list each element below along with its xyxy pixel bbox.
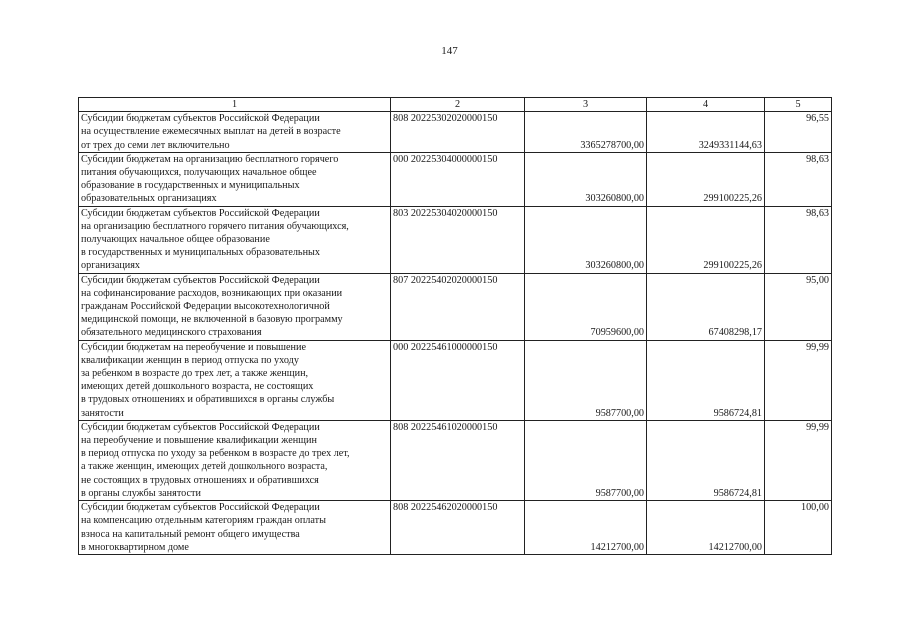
row-name-line: Субсидии бюджетам субъектов Российской Федерации: [81, 421, 320, 433]
row-code-cell: 808 20225302020000150: [391, 112, 525, 153]
row-name-cell: [79, 501, 391, 555]
row-name-line: образование в государственных и муниципальных: [81, 180, 300, 192]
table-row: [79, 152, 832, 206]
row-name-line: в многоквартирном доме: [81, 541, 189, 553]
row-actual-cell: 9586724,81: [647, 420, 765, 500]
row-name-line: не состоящих в трудовых отношениях и обратившихся: [81, 474, 319, 486]
row-name-line: в период отпуска по уходу за ребенком в возрасте до трех лет,: [81, 448, 350, 460]
row-name-cell: [79, 206, 391, 273]
row-percent-cell: 99,99: [765, 420, 832, 500]
row-plan-cell: 70959600,00: [525, 273, 647, 340]
row-actual-cell: 14212700,00: [647, 501, 765, 555]
header-col-1: 1: [79, 98, 391, 112]
row-code-cell: 807 20225402020000150: [391, 273, 525, 340]
table-header-row: [79, 98, 832, 112]
row-name-line: на организацию бесплатного горячего питания обучающихся,: [81, 220, 349, 232]
row-name-line: Субсидии бюджетам на организацию бесплатного горячего: [81, 153, 339, 165]
row-name-line: в органы службы занятости: [81, 487, 201, 499]
row-name-line: Субсидии бюджетам субъектов Российской Федерации: [81, 274, 320, 286]
row-actual-cell: 299100225,26: [647, 152, 765, 206]
row-name-line: в трудовых отношениях и обратившихся в органы службы: [81, 394, 335, 406]
row-name-line: взноса на капитальный ремонт общего имущества: [81, 528, 300, 540]
budget-table: [78, 97, 832, 555]
row-percent-cell: 95,00: [765, 273, 832, 340]
table-row: [79, 501, 832, 555]
row-percent-cell: 100,00: [765, 501, 832, 555]
table-row: [79, 420, 832, 500]
header-col-2: 2: [391, 98, 525, 112]
row-plan-cell: 303260800,00: [525, 152, 647, 206]
row-actual-cell: 9586724,81: [647, 340, 765, 420]
row-name-line: квалификации женщин в период отпуска по уходу: [81, 354, 299, 366]
row-name-line: а также женщин, имеющих детей дошкольного возраста,: [81, 461, 328, 473]
row-name-line: в государственных и муниципальных образовательных: [81, 247, 320, 259]
row-percent-cell: 99,99: [765, 340, 832, 420]
row-name-line: Субсидии бюджетам субъектов Российской Федерации: [81, 113, 320, 125]
row-name-cell: [79, 340, 391, 420]
row-plan-cell: 9587700,00: [525, 420, 647, 500]
row-name-cell: [79, 273, 391, 340]
row-percent-cell: 98,63: [765, 206, 832, 273]
row-name-line: за ребенком в возрасте до трех лет, а также женщин,: [81, 368, 309, 380]
row-name-line: имеющих детей дошкольного возраста, не состоящих: [81, 381, 314, 393]
row-code-cell: 808 20225461020000150: [391, 420, 525, 500]
row-name-cell: [79, 420, 391, 500]
row-plan-cell: 9587700,00: [525, 340, 647, 420]
row-plan-cell: 3365278700,00: [525, 112, 647, 153]
row-name-cell: [79, 152, 391, 206]
row-plan-cell: 303260800,00: [525, 206, 647, 273]
row-name-line: медицинской помощи, не включенной в базовую программу: [81, 314, 343, 326]
row-name-line: организациях: [81, 260, 141, 272]
row-actual-cell: 3249331144,63: [647, 112, 765, 153]
row-name-line: питания обучающихся, получающих начальное общее: [81, 167, 317, 179]
row-percent-cell: 96,55: [765, 112, 832, 153]
table-row: [79, 340, 832, 420]
page-number: 147: [441, 45, 458, 57]
row-percent-cell: 98,63: [765, 152, 832, 206]
header-col-4: 4: [647, 98, 765, 112]
row-code-cell: 000 20225461000000150: [391, 340, 525, 420]
row-name-line: получающих начальное общее образование: [81, 234, 270, 246]
row-name-line: на осуществление ежемесячных выплат на детей в возрасте: [81, 126, 341, 138]
table-row: [79, 273, 832, 340]
row-code-cell: 808 20225462020000150: [391, 501, 525, 555]
row-name-line: на софинансирование расходов, возникающих при оказании: [81, 287, 343, 299]
row-actual-cell: 67408298,17: [647, 273, 765, 340]
row-code-cell: 000 20225304000000150: [391, 152, 525, 206]
header-col-5: 5: [765, 98, 832, 112]
table-body: [79, 98, 832, 555]
row-name-line: от трех до семи лет включительно: [81, 139, 230, 151]
row-name-line: на компенсацию отдельным категориям граждан оплаты: [81, 515, 326, 527]
row-name-line: гражданам Российской Федерации высокотехнологичной: [81, 301, 330, 313]
header-col-3: 3: [525, 98, 647, 112]
row-plan-cell: 14212700,00: [525, 501, 647, 555]
row-name-line: Субсидии бюджетам субъектов Российской Федерации: [81, 502, 320, 514]
row-code-cell: 803 20225304020000150: [391, 206, 525, 273]
row-name-line: занятости: [81, 407, 124, 419]
row-name-line: обязательного медицинского страхования: [81, 327, 262, 339]
table-row: [79, 112, 832, 153]
row-actual-cell: 299100225,26: [647, 206, 765, 273]
row-name-line: образовательных организациях: [81, 193, 217, 205]
table-row: [79, 206, 832, 273]
row-name-line: Субсидии бюджетам на переобучение и повышение: [81, 341, 306, 353]
row-name-cell: [79, 112, 391, 153]
row-name-line: Субсидии бюджетам субъектов Российской Федерации: [81, 207, 320, 219]
row-name-line: на переобучение и повышение квалификации женщин: [81, 435, 317, 447]
